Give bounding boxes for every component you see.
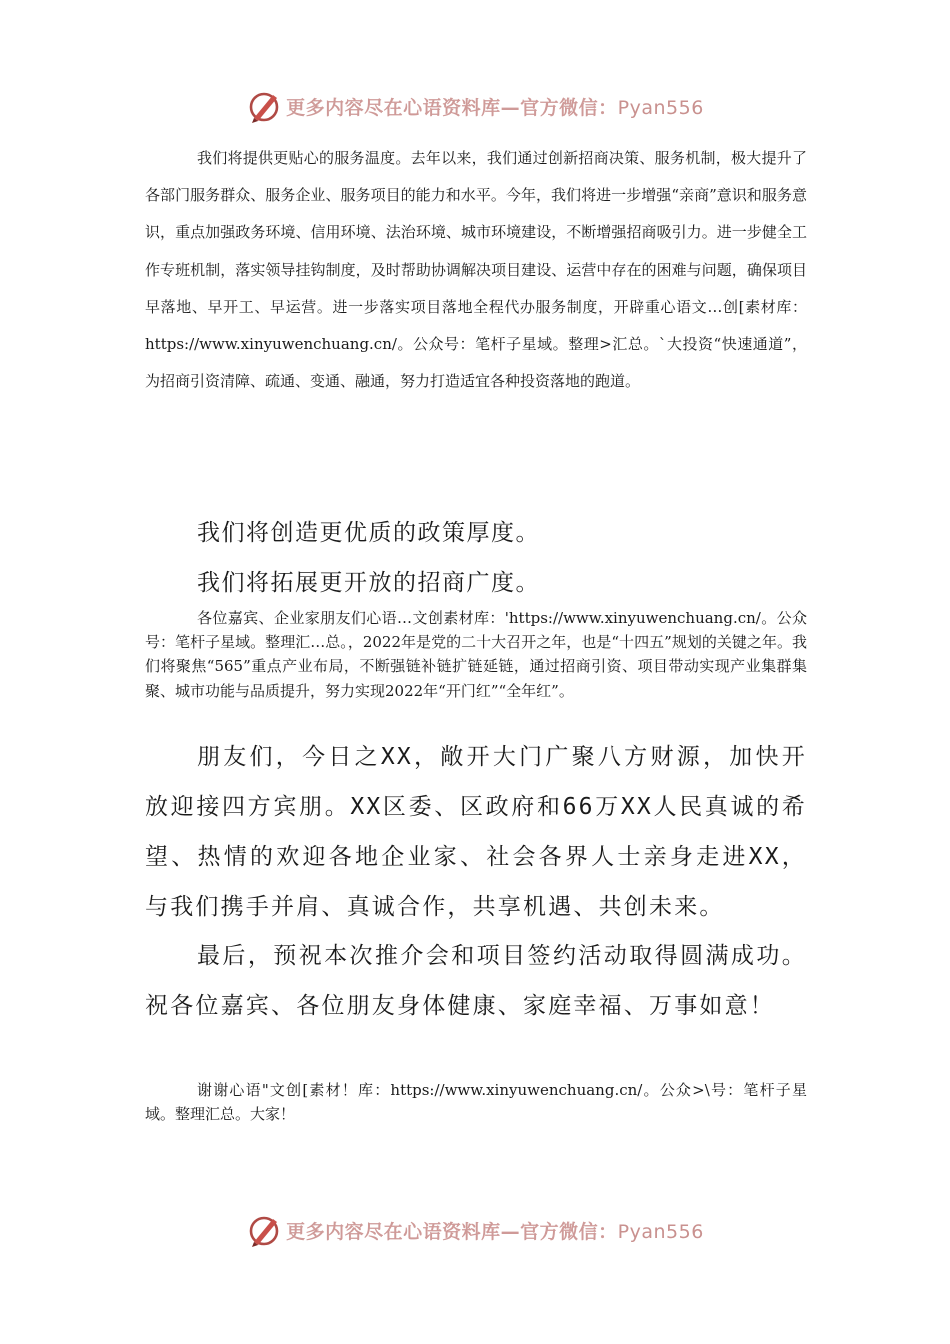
- footer-banner: [0, 1208, 950, 1252]
- paragraph-finally: 最后，预祝本次推介会和项目签约活动取得圆满成功。祝各位嘉宾、各位朋友身体健康、家庭幸福、万事如意！: [145, 943, 807, 1019]
- paragraph-thanks-block: [145, 1078, 807, 1126]
- heading-policy-block: [145, 508, 807, 558]
- pen-logo-icon: [246, 1212, 282, 1248]
- header-banner: [0, 84, 950, 128]
- paragraph-service-block: [145, 140, 807, 400]
- paragraph-friends: 朋友们，今日之XX，敞开大门广聚八方财源，加快开放迎接四方宾朋。XX区委、区政府和66万XX人民真诚的希望、热情的欢迎各地企业家、社会各界人士亲身走进XX，与我们携手并肩、真诚合作，共享机遇、共创未来。: [145, 744, 807, 920]
- paragraph-thanks: 谢谢心语"文创[素材！库：https://www.xinyuwenchuang.cn/。公众>\号：笔杆子星域。整理汇总。大家！: [145, 1081, 807, 1124]
- pen-logo-icon: [246, 88, 282, 124]
- paragraph-policy: 我们将创造更优质的政策厚度。: [197, 520, 540, 546]
- paragraph-openness: 我们将拓展更开放的招商广度。: [197, 570, 540, 596]
- banner-text: 更多内容尽在心语资料库—官方微信：Pyan556: [286, 96, 704, 119]
- banner-text: 更多内容尽在心语资料库—官方微信：Pyan556: [286, 1220, 704, 1243]
- paragraph-service: 我们将提供更贴心的服务温度。去年以来，我们通过创新招商决策、服务机制，极大提升了各部门服务群众、服务企业、服务项目的能力和水平。今年，我们将进一步增强“亲商”意识和服务意识，重点加强政务环境、信用环境、法治环境、城市环境建设，不断增强招商吸引力。进一步健全工作专班机制，落实领导挂钩制度，及时帮助协调解决项目建设、运营中存在的困难与问题，确保项目早落地、早开工、早运营。进一步落实项目落地全程代办服务制度，开辟重心语文…创[素材库：https://www.xinyuwenchuang.cn/。公众号：笔杆子星域。整理>汇总。`大投资“快速通道”，为招商引资清障、疏通、变通、融通，努力打造适宜各种投资落地的跑道。: [145, 149, 807, 391]
- wechat-id: Pyan556: [617, 96, 704, 119]
- paragraph-friends-block: [145, 732, 807, 932]
- wechat-id: Pyan556: [617, 1220, 704, 1243]
- paragraph-finally-block: [145, 931, 807, 1031]
- paragraph-guests: 各位嘉宾、企业家朋友们心语…文创素材库：'https://www.xinyuwenchuang.cn/。公众号：笔杆子星域。整理汇…总。，2022年是党的二十大召开之年，也是“十四五”规划的关键之年。我们将聚焦“565”重点产业布局，不断强链补链扩链延链，通过招商引资、项目带动实现产业集群集聚、城市功能与品质提升，努力实现2022年“开门红”“全年红”。: [145, 609, 807, 700]
- paragraph-guests-block: [145, 606, 807, 703]
- heading-openness-block: [145, 558, 807, 608]
